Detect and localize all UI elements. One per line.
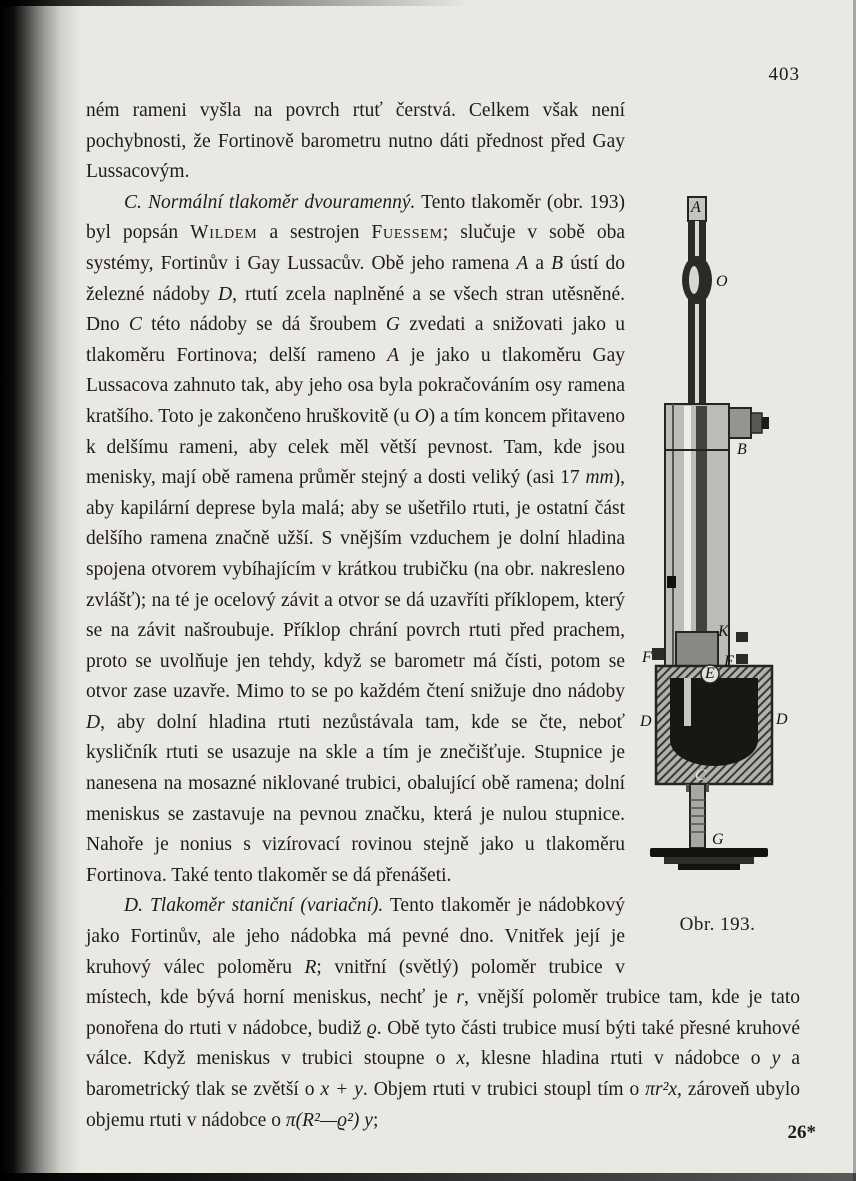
figure-label-f-right: F	[724, 653, 734, 670]
paragraph-section-c: C. Normální tlakoměr dvouramenný. Tento tlakoměr (obr. 193) byl popsán Wildem a sestrojen Fuessem; slučuje v sobě oba systémy, Fortinův i Gay Lussacův. Obě jeho ramena A a B ústí do železné nádoby D, rtutí zcela naplněné a se všech stran utěsněné. Dno C této nádoby se dá šroubem G zvedati a snižovati jako u tlakoměru Fortinova; delší rameno A je jako u tlakoměru Gay Lussacova zahnuto tak, aby jeho osa byla pokračováním osy ramena kratšího. Toto je zakončeno hruškovitě (u O) a tím koncem přitaveno k delšímu rameni, aby celek měl větší pevnost. Tam, kde jsou menisky, mají obě ramena průměr stejný a dosti veliký (asi 17 mm), aby kapilární deprese byla malá; aby se ušetřilo rtuti, je ostatní část delšího ramena značně užší. S vnějším vzduchem je dolní hladina spojena otvorem vybíhajícím v krátkou trubičku (na obr. nakresleno zvlášť); na té je ocelový závit a otvor se dá uzavříti příklopem, který se na závit našroubuje. Příklop chrání povrch rtuti před prachem, proto se uvolňuje jen tehdy, když se barometr má čísti, potom se otvor zase uzavře. Mimo to se po každém čtení snižuje dno nádoby D, aby dolní hladina rtuti nezůstávala tam, kde se čte, neboť kysličník rtuti se usazuje na skle a tím je znečišťuje. Stupnice je nanesena na mosazné niklované trubici, obalující obě ramena; dolní meniskus se zastavuje na pevnou značku, která je nulou stupnice. Nahoře je nonius s vizírovací rovinou stejně jako u tlakoměru Fortinova. Také tento tlakoměr se dá přenášeti.	[86, 191, 626, 886]
figure-label-f-left: F	[642, 649, 652, 666]
figure-label-a: A	[691, 199, 701, 216]
paragraph-section-d: D. Tlakoměr staniční (variační). Tento tlakoměr je nádobkový jako Fortinův, ale jeho nádobka má pevné dno. Vnitřek její je kruhový válec poloměru R; vnitřní (světlý) poloměr trubice v místech, kde bývá horní meniskus, nechť je r, vnější poloměr trubice tam, kde je tato ponořena do rtuti v nádobce, budiž ϱ. Obě tyto části trubice musí býti také přesné kruhové válce. Když meniskus v trubici stoupne o x, klesne hladina rtuti v nádobce o y a barometrický tlak se zvětší o x + y. Objem rtuti v trubici stoupl tím o πr²x, zároveň ubylo objemu rtuti v nádobce o π(R²—ϱ²) y;	[86, 895, 800, 1131]
figure-label-k: K	[718, 623, 729, 640]
barometer-drawing	[640, 196, 795, 896]
page-text	[86, 96, 800, 1136]
scan-top-edge	[0, 0, 470, 6]
page-number: 403	[768, 64, 800, 85]
figure-label-o: O	[716, 273, 728, 290]
figure-caption: Obr. 193.	[679, 914, 756, 935]
figure-label-c: C	[695, 767, 706, 784]
binding-shadow	[0, 0, 80, 1181]
paragraph-intro: ném rameni vyšla na povrch rtuť čerstvá. Celkem však není pochybnosti, že Fortinově barometru nutno dáti přednost před Gay Lussacovým.	[86, 100, 625, 183]
figure-label-b: B	[737, 441, 747, 458]
figure	[635, 196, 800, 941]
figure-label-d-right: D	[776, 711, 788, 728]
figure-label-d-left: D	[640, 713, 652, 730]
signature-mark: 26*	[787, 1122, 816, 1143]
figure-label-e: E	[705, 665, 715, 682]
scan-bottom-edge	[0, 1173, 856, 1181]
barometer-illustration	[640, 196, 795, 896]
figure-label-g: G	[712, 831, 724, 848]
